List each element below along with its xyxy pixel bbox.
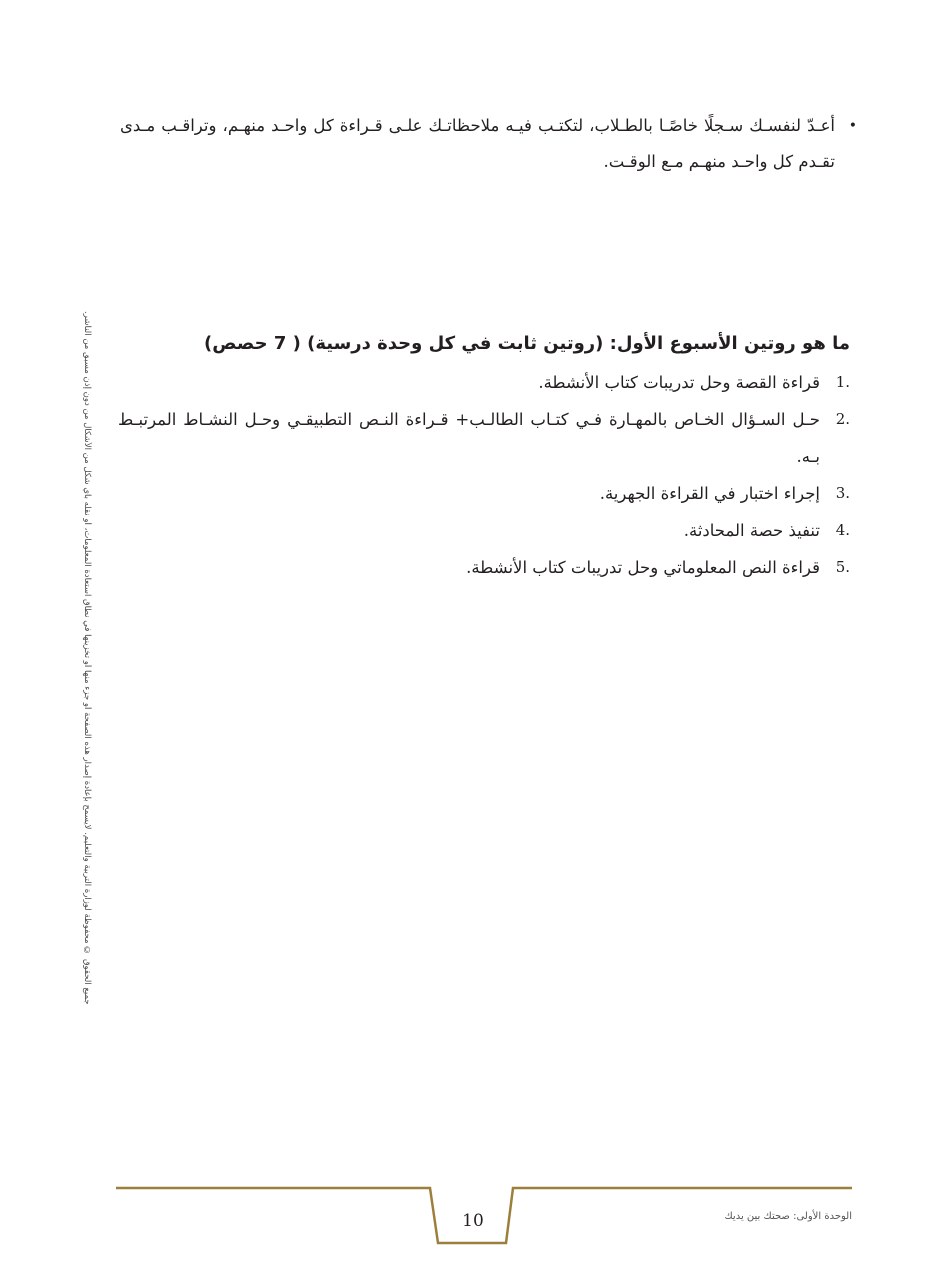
- list-item-text: قراءة القصة وحل تدريبات كتاب الأنشطة.: [538, 373, 820, 392]
- list-item-number: 5.: [835, 558, 850, 576]
- page-number: 10: [462, 1211, 484, 1231]
- list-item-number: 3.: [835, 484, 850, 502]
- list-item-text: قراءة النص المعلوماتي وحل تدريبات كتاب الأنشطة.: [466, 558, 820, 577]
- list-item: [118, 549, 850, 586]
- section-heading: ما هو روتين الأسبوع الأول: (روتين ثابت في كل وحدة درسية) ( 7 حصص): [204, 333, 850, 354]
- list-item: [118, 512, 850, 549]
- list-item-text: إجراء اختبار في القراءة الجهرية.: [599, 484, 820, 503]
- list-item-number: 4.: [835, 521, 850, 539]
- list-item-number: 1.: [835, 373, 850, 391]
- note-paragraph: [120, 108, 857, 180]
- list-item-text: حـل السـؤال الخـاص بالمهـارة فـي كتـاب الطالـب+ قـراءة النـص التطبيقـي وحـل النشـاط المرتبـط بـه.: [118, 410, 820, 466]
- list-item: [118, 364, 850, 401]
- routine-list: [118, 364, 850, 586]
- list-item-text: تنفيذ حصة المحادثة.: [683, 521, 820, 540]
- list-item: [118, 401, 850, 475]
- unit-title: الوحدة الأولى: صحتك بين يديك: [724, 1211, 852, 1222]
- list-item: [118, 475, 850, 512]
- bullet-icon: •: [848, 118, 857, 134]
- copyright-notice: جميع الحقوق © محفوظة لوزارة التربية والتعليم. لايسمح بإعادة إصدار هذه الصفحة أو جزء منها أو تخزينها في نطاق استعادة المعلومات، أو نقله بأي شكل من الأشكال من دون إذن مسبق من الناشر.: [82, 310, 92, 1005]
- note-paragraph-text: أعـدّ لنفسـك سـجلًا خاصًـا بالطـلاب، لتكتـب فيـه ملاحظاتـك علـى قـراءة كل واحـد منهـم، وتراقـب مـدى تقـدم كل واحـد منهـم مـع الوقـت.: [120, 116, 835, 171]
- list-item-number: 2.: [835, 410, 850, 428]
